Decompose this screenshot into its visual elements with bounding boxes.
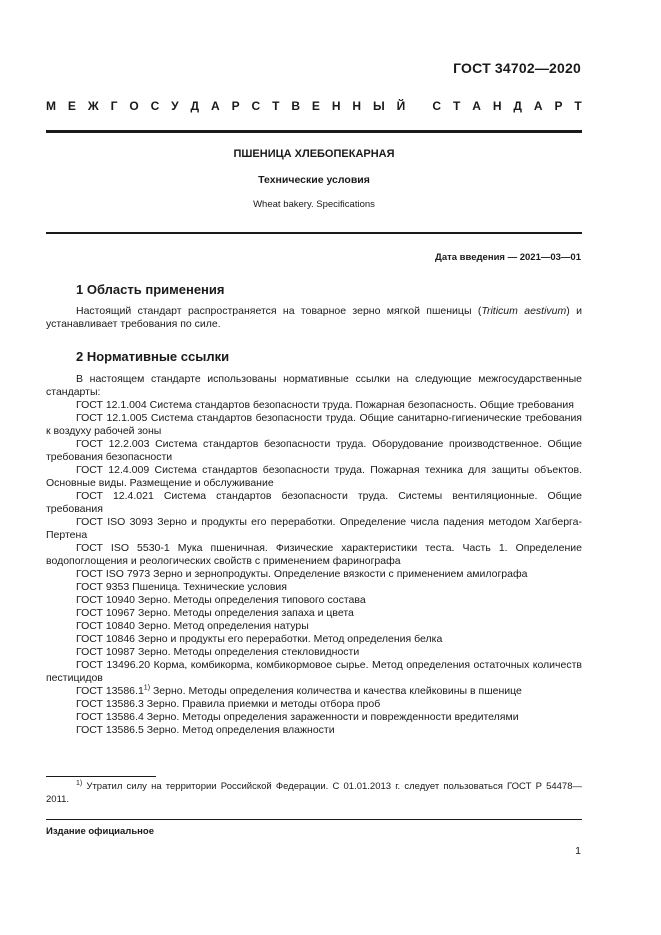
section-1-text-italic: Triticum aestivum (481, 305, 567, 317)
reference-item: ГОСТ 10987 Зерно. Методы определения стекловидности (76, 646, 360, 658)
reference-item: ГОСТ ISO 7973 Зерно и зернопродукты. Определение вязкости с применением амилографа (76, 568, 528, 580)
interstate-standard-banner (46, 99, 582, 113)
intro-date: Дата введения — 2021—03—01 (435, 252, 581, 263)
banner-letter: О (129, 99, 139, 113)
section-1-text-after: ) и устанавливает требования по силе. (46, 305, 583, 330)
document-title: ПШЕНИЦА ХЛЕБОПЕКАРНАЯ (233, 148, 395, 160)
reference-code: ГОСТ 13586.1 (76, 685, 144, 697)
banner-letter: Ж (87, 99, 99, 113)
section-1-text-before: Настоящий стандарт распространяется на товарное зерно мягкой пшеницы ( (76, 305, 482, 317)
footer-rule (46, 819, 582, 820)
footnote-mark: 1) (76, 779, 83, 787)
reference-item: ГОСТ 12.4.009 Система стандартов безопасности труда. Пожарная техника для защиты объектов. Основные виды. Размещение и обслуживание (46, 464, 582, 489)
banner-letter: Н (352, 99, 362, 113)
section-1-heading-text: 1 Область применения (76, 282, 225, 297)
footnote-mark: 1) (143, 684, 151, 692)
document-subtitle: Технические условия (258, 174, 370, 186)
banner-letter: Т (574, 99, 582, 113)
reference-item: ГОСТ 12.1.005 Система стандартов безопасности труда. Общие санитарно-гигиенические требования к воздуху рабочей зоны (46, 412, 582, 437)
banner-letter: Т (452, 99, 461, 113)
banner-letter: Д (190, 99, 200, 113)
section-1-heading (46, 282, 582, 297)
section-1-paragraph (46, 305, 582, 331)
reference-item: ГОСТ 10940 Зерно. Методы определения типового состава (76, 594, 366, 606)
reference-item: ГОСТ 12.2.003 Система стандартов безопасности труда. Оборудование производственное. Общие требования безопасности (46, 438, 582, 463)
gost-number: ГОСТ 34702—2020 (453, 60, 581, 76)
reference-item (46, 685, 582, 698)
banner-letter (417, 99, 420, 113)
banner-letter: М (46, 99, 56, 113)
reference-item: ГОСТ 12.4.021 Система стандартов безопасности труда. Системы вентиляционные. Общие требования (46, 490, 582, 515)
banner-letter: Й (396, 99, 406, 113)
footnote-text: Утратил силу на территории Российской Федерации. С 01.01.2013 г. следует пользоваться ГОСТ Р 54478—2011. (46, 781, 582, 805)
reference-item: ГОСТ ISO 5530-1 Мука пшеничная. Физические характеристики теста. Часть 1. Определение водопоглощения и реологических свойств с применением фаринографа (46, 542, 582, 567)
normative-references (46, 373, 582, 737)
banner-letter: Р (554, 99, 563, 113)
footnote (46, 780, 582, 806)
banner-letter: Р (231, 99, 240, 113)
banner-letter: С (150, 99, 160, 113)
reference-item: ГОСТ 10846 Зерно и продукты его переработки. Метод определения белка (76, 633, 443, 645)
banner-letter: У (171, 99, 179, 113)
reference-item: ГОСТ 13586.4 Зерно. Методы определения зараженности и поврежденности вредителями (76, 711, 519, 723)
banner-letter: А (210, 99, 220, 113)
banner-letter: Н (492, 99, 502, 113)
banner-letter: Е (311, 99, 320, 113)
banner-letter: С (251, 99, 261, 113)
official-edition-label: Издание официальное (46, 826, 154, 837)
reference-item: ГОСТ 10967 Зерно. Методы определения запаха и цвета (76, 607, 354, 619)
reference-text: Зерно. Методы определения количества и качества клейковины в пшенице (150, 685, 522, 697)
banner-letter: Т (272, 99, 280, 113)
banner-letter: Н (331, 99, 341, 113)
top-rule (46, 130, 582, 133)
document-english-title: Wheat bakery. Specifications (253, 199, 375, 210)
banner-letter: Г (110, 99, 118, 113)
section-2-heading-text: 2 Нормативные ссылки (76, 349, 230, 364)
banner-letter: Д (513, 99, 522, 113)
reference-item: ГОСТ 13586.3 Зерно. Правила приемки и методы отбора проб (76, 698, 381, 710)
banner-letter: А (472, 99, 481, 113)
banner-letter: А (533, 99, 543, 113)
banner-letter: Ы (372, 99, 385, 113)
references-intro: В настоящем стандарте использованы нормативные ссылки на следующие межгосударственные стандарты: (46, 373, 582, 398)
reference-item: ГОСТ 13496.20 Корма, комбикорма, комбикормовое сырье. Метод определения остаточных количеств пестицидов (46, 659, 582, 684)
footnote-rule (46, 776, 156, 777)
page-number: 1 (575, 845, 581, 857)
banner-letter: С (432, 99, 442, 113)
middle-rule (46, 232, 582, 234)
reference-item: ГОСТ 12.1.004 Система стандартов безопасности труда. Пожарная безопасность. Общие требования (76, 399, 574, 411)
section-2-heading (46, 349, 582, 364)
reference-item: ГОСТ ISO 3093 Зерно и продукты его переработки. Определение числа падения методом Хагберга-Пертена (46, 516, 582, 541)
reference-item: ГОСТ 13586.5 Зерно. Метод определения влажности (76, 724, 335, 736)
reference-item: ГОСТ 9353 Пшеница. Технические условия (76, 581, 287, 593)
reference-item: ГОСТ 10840 Зерно. Метод определения натуры (76, 620, 309, 632)
banner-letter: В (291, 99, 300, 113)
banner-letter: Е (67, 99, 76, 113)
